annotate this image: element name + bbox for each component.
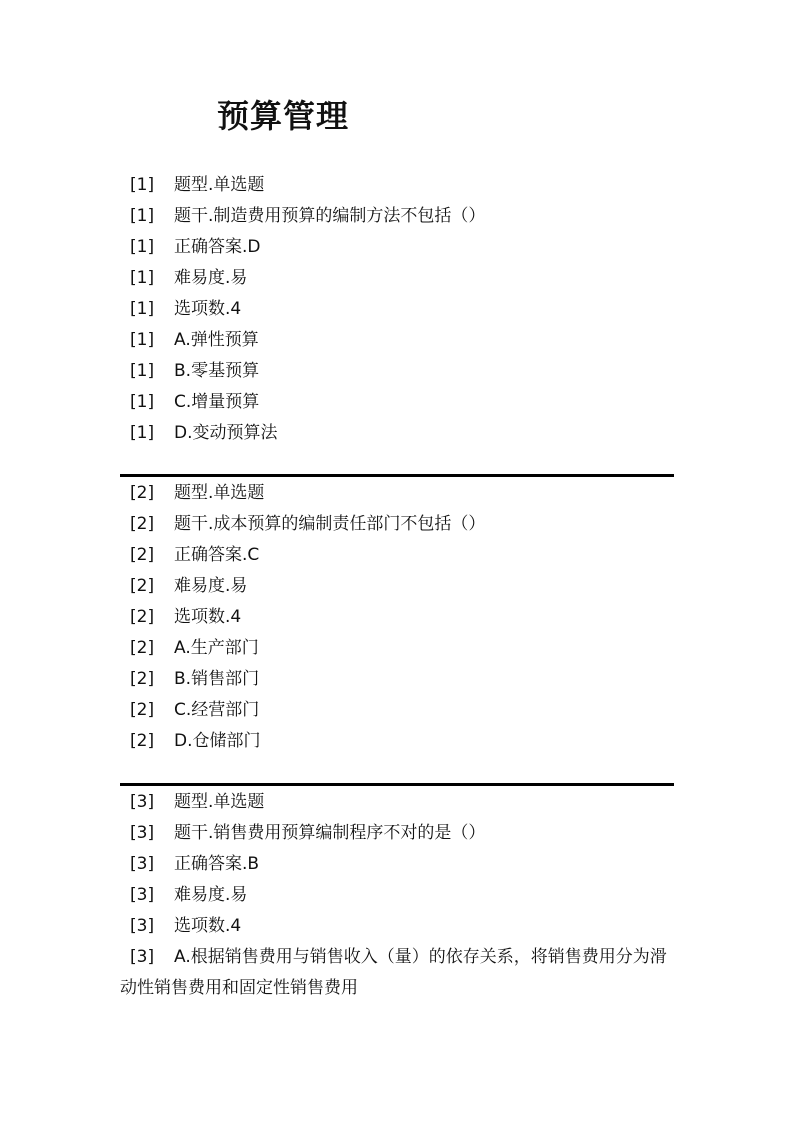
page-title: 预算管理 bbox=[217, 97, 350, 135]
question-type-line bbox=[120, 787, 674, 818]
question-number: [2] bbox=[130, 638, 155, 658]
question-option-a bbox=[120, 633, 674, 664]
question-number: [2] bbox=[130, 607, 155, 627]
question-number: [2] bbox=[130, 545, 155, 565]
question-stem: 题干.制造费用预算的编制方法不包括（） bbox=[174, 206, 486, 226]
option-text: D.仓储部门 bbox=[174, 731, 261, 751]
question-block-3 bbox=[120, 787, 674, 1004]
question-number: [1] bbox=[130, 330, 155, 350]
question-number: [1] bbox=[130, 361, 155, 381]
question-number: [2] bbox=[130, 514, 155, 534]
question-type-line bbox=[120, 170, 674, 201]
question-number: [1] bbox=[130, 392, 155, 412]
question-option-a bbox=[120, 325, 674, 356]
question-type: 题型.单选题 bbox=[174, 175, 265, 195]
option-text: B.零基预算 bbox=[174, 361, 260, 381]
question-answer-line bbox=[120, 232, 674, 263]
question-stem: 题干.销售费用预算编制程序不对的是（） bbox=[174, 823, 486, 843]
question-number: [1] bbox=[130, 423, 155, 443]
question-answer: 正确答案.C bbox=[174, 545, 260, 565]
option-text: A.根据销售费用与销售收入（量）的依存关系，将销售费用分为滑动性销售费用和固定性销售费用 bbox=[120, 947, 667, 998]
question-option-count-line bbox=[120, 294, 674, 325]
option-text: B.销售部门 bbox=[174, 669, 260, 689]
section-divider bbox=[120, 783, 674, 786]
question-number: [3] bbox=[130, 916, 155, 936]
option-text: D.变动预算法 bbox=[174, 423, 278, 443]
question-type: 题型.单选题 bbox=[174, 483, 265, 503]
option-text: C.增量预算 bbox=[174, 392, 260, 412]
question-option-count: 选项数.4 bbox=[174, 607, 242, 627]
question-number: [3] bbox=[130, 792, 155, 812]
question-number: [1] bbox=[130, 237, 155, 257]
question-answer-line bbox=[120, 540, 674, 571]
question-stem-line bbox=[120, 818, 674, 849]
question-number: [2] bbox=[130, 669, 155, 689]
question-option-c bbox=[120, 695, 674, 726]
question-option-count-line bbox=[120, 602, 674, 633]
question-number: [1] bbox=[130, 206, 155, 226]
question-option-b bbox=[120, 356, 674, 387]
question-option-count-line bbox=[120, 911, 674, 942]
question-number: [1] bbox=[130, 299, 155, 319]
question-difficulty: 难易度.易 bbox=[174, 885, 248, 905]
question-stem-line bbox=[120, 509, 674, 540]
question-difficulty-line bbox=[120, 880, 674, 911]
question-difficulty: 难易度.易 bbox=[174, 576, 248, 596]
question-number: [1] bbox=[130, 268, 155, 288]
question-stem: 题干.成本预算的编制责任部门不包括（） bbox=[174, 514, 486, 534]
question-number: [3] bbox=[130, 854, 155, 874]
question-answer-line bbox=[120, 849, 674, 880]
question-option-d bbox=[120, 418, 674, 449]
question-number: [3] bbox=[130, 947, 155, 967]
option-text: A.生产部门 bbox=[174, 638, 259, 658]
option-text: C.经营部门 bbox=[174, 700, 260, 720]
question-type-line bbox=[120, 478, 674, 509]
question-number: [1] bbox=[130, 175, 155, 195]
question-block-1 bbox=[120, 170, 674, 449]
question-difficulty: 难易度.易 bbox=[174, 268, 248, 288]
question-number: [3] bbox=[130, 823, 155, 843]
question-number: [2] bbox=[130, 576, 155, 596]
question-option-d bbox=[120, 726, 674, 757]
question-option-count: 选项数.4 bbox=[174, 299, 242, 319]
question-option-count: 选项数.4 bbox=[174, 916, 242, 936]
question-answer: 正确答案.B bbox=[174, 854, 260, 874]
question-type: 题型.单选题 bbox=[174, 792, 265, 812]
question-answer: 正确答案.D bbox=[174, 237, 261, 257]
question-difficulty-line bbox=[120, 571, 674, 602]
question-number: [2] bbox=[130, 700, 155, 720]
question-option-c bbox=[120, 387, 674, 418]
question-block-2 bbox=[120, 478, 674, 757]
option-text: A.弹性预算 bbox=[174, 330, 259, 350]
question-option-a bbox=[120, 942, 674, 1004]
question-difficulty-line bbox=[120, 263, 674, 294]
question-number: [2] bbox=[130, 731, 155, 751]
question-option-b bbox=[120, 664, 674, 695]
question-number: [2] bbox=[130, 483, 155, 503]
question-stem-line bbox=[120, 201, 674, 232]
section-divider bbox=[120, 474, 674, 477]
question-number: [3] bbox=[130, 885, 155, 905]
